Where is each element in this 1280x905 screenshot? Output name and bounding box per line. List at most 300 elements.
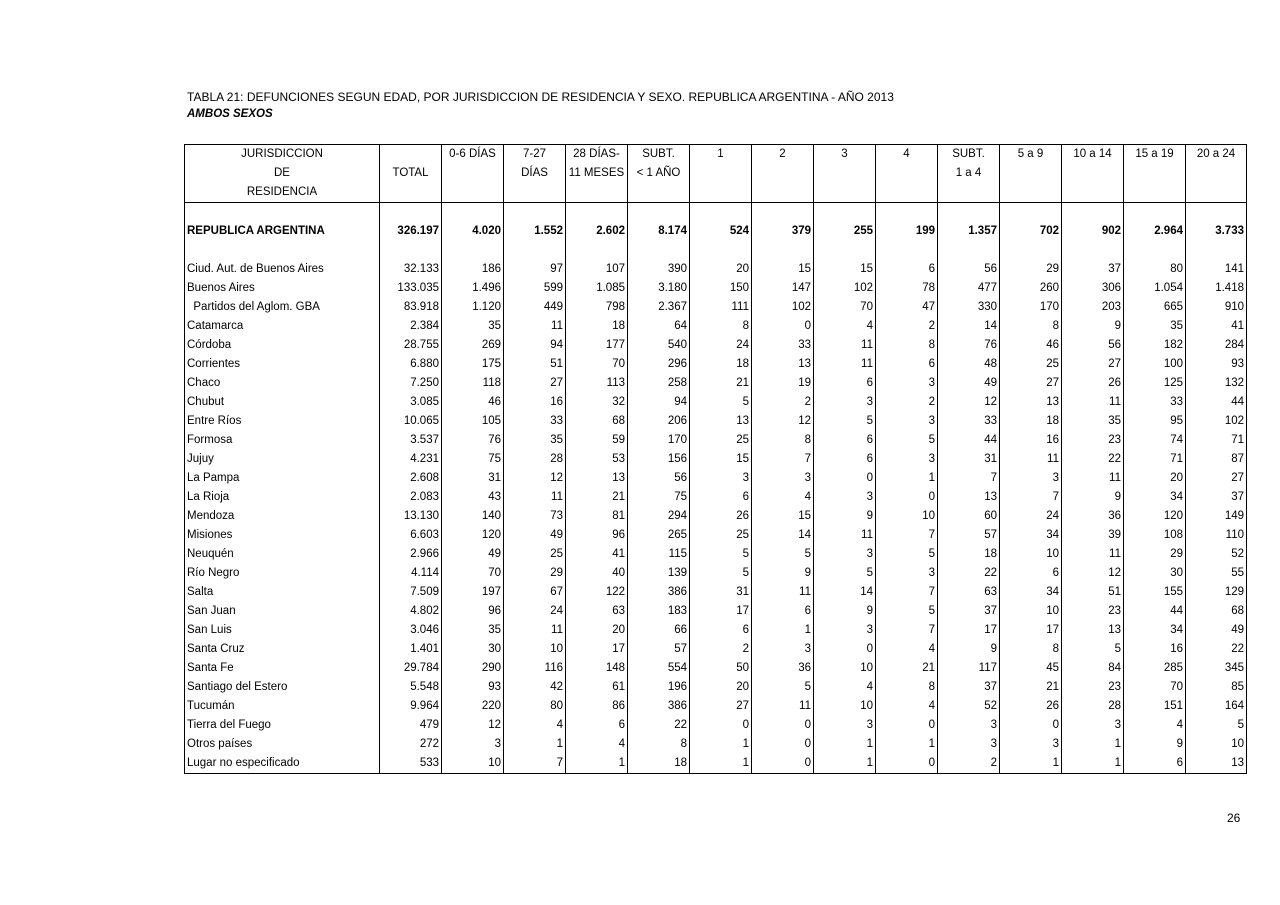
table-title: TABLA 21: DEFUNCIONES SEGUN EDAD, POR JURISDICCION DE RESIDENCIA Y SEXO. REPUBLICA ARGENTINA - AÑO 2013: [187, 90, 894, 104]
cell-value: 1.401: [380, 640, 442, 659]
cell-value: 24: [504, 602, 566, 621]
cell-value: 1.054: [1124, 279, 1186, 298]
cell-value: [690, 183, 752, 203]
cell-value: 97: [504, 260, 566, 279]
cell-value: 11: [814, 355, 876, 374]
cell-value: 7: [504, 754, 566, 774]
cell-value: 39: [1062, 526, 1124, 545]
cell-value: 4: [814, 317, 876, 336]
cell-value: 0: [752, 754, 814, 774]
cell-value: 4: [876, 640, 938, 659]
cell-value: 76: [938, 336, 1000, 355]
row-label: Formosa: [185, 431, 380, 450]
cell-value: 74: [1124, 431, 1186, 450]
table-row: [185, 374, 1247, 393]
cell-value: 96: [566, 526, 628, 545]
cell-value: 3: [814, 393, 876, 412]
cell-value: 12: [938, 393, 1000, 412]
table-row: [185, 545, 1247, 564]
cell-value: 85: [1186, 678, 1247, 697]
cell-value: 100: [1124, 355, 1186, 374]
table-row: [185, 317, 1247, 336]
cell-value: 28: [1062, 697, 1124, 716]
row-label: DE: [185, 164, 380, 183]
cell-value: 13: [690, 412, 752, 431]
cell-value: 6: [814, 450, 876, 469]
cell-value: 11: [814, 336, 876, 355]
cell-value: 3: [1000, 469, 1062, 488]
cell-value: 81: [566, 507, 628, 526]
cell-value: 1: [1062, 754, 1124, 774]
cell-value: 1.357: [938, 222, 1000, 241]
cell-value: 6: [690, 488, 752, 507]
row-label: Chaco: [185, 374, 380, 393]
cell-value: 798: [566, 298, 628, 317]
cell-value: 7: [876, 526, 938, 545]
cell-value: 34: [1000, 583, 1062, 602]
cell-value: 3.733: [1186, 222, 1247, 241]
table-row: [185, 507, 1247, 526]
cell-value: 524: [690, 222, 752, 241]
cell-value: 14: [752, 526, 814, 545]
table-row: [185, 393, 1247, 412]
cell-value: 12: [752, 412, 814, 431]
row-label: RESIDENCIA: [185, 183, 380, 203]
cell-value: 25: [690, 431, 752, 450]
spacer-cell: [185, 241, 380, 260]
cell-value: 17: [1000, 621, 1062, 640]
cell-value: 902: [1062, 222, 1124, 241]
cell-value: 83.918: [380, 298, 442, 317]
cell-value: 1: [690, 735, 752, 754]
cell-value: 35: [504, 431, 566, 450]
cell-value: 13: [752, 355, 814, 374]
cell-value: 70: [1124, 678, 1186, 697]
cell-value: 27: [690, 697, 752, 716]
row-label: Chubut: [185, 393, 380, 412]
cell-value: 29: [1000, 260, 1062, 279]
cell-value: 4.020: [442, 222, 504, 241]
cell-value: 64: [628, 317, 690, 336]
cell-value: 84: [1062, 659, 1124, 678]
cell-value: 52: [938, 697, 1000, 716]
cell-value: 4.114: [380, 564, 442, 583]
cell-value: 27: [1062, 355, 1124, 374]
cell-value: 386: [628, 697, 690, 716]
spacer-cell: [814, 241, 876, 260]
cell-value: 17: [566, 640, 628, 659]
cell-value: [752, 183, 814, 203]
row-label: Catamarca: [185, 317, 380, 336]
cell-value: 8: [628, 735, 690, 754]
row-label: Entre Ríos: [185, 412, 380, 431]
cell-value: 5: [690, 393, 752, 412]
cell-value: 1: [876, 469, 938, 488]
cell-value: 13: [566, 469, 628, 488]
cell-value: 108: [1124, 526, 1186, 545]
cell-value: 60: [938, 507, 1000, 526]
cell-value: 8: [1000, 640, 1062, 659]
spacer-cell: [1124, 203, 1186, 223]
cell-value: 10: [814, 659, 876, 678]
spacer-cell: [1062, 203, 1124, 223]
header-row: [185, 183, 1247, 203]
cell-value: 7.250: [380, 374, 442, 393]
cell-value: 155: [1124, 583, 1186, 602]
cell-value: 5: [752, 545, 814, 564]
cell-value: 0: [876, 488, 938, 507]
cell-value: [1186, 183, 1247, 203]
cell-value: 41: [566, 545, 628, 564]
table-row: [185, 450, 1247, 469]
cell-value: 35: [442, 317, 504, 336]
cell-value: 2: [752, 393, 814, 412]
cell-value: 4: [504, 716, 566, 735]
cell-value: 390: [628, 260, 690, 279]
cell-value: 80: [504, 697, 566, 716]
cell-value: 15: [814, 260, 876, 279]
spacer-cell: [1062, 241, 1124, 260]
cell-value: 5: [876, 431, 938, 450]
cell-value: 2: [752, 145, 814, 165]
cell-value: < 1 AÑO: [628, 164, 690, 183]
cell-value: 10: [876, 507, 938, 526]
cell-value: 49: [1186, 621, 1247, 640]
cell-value: 1: [504, 735, 566, 754]
cell-value: 3: [814, 145, 876, 165]
spacer-cell: [876, 241, 938, 260]
cell-value: 3: [814, 716, 876, 735]
spacer-cell: [566, 203, 628, 223]
cell-value: 151: [1124, 697, 1186, 716]
cell-value: 7.509: [380, 583, 442, 602]
cell-value: 2: [876, 393, 938, 412]
header-row: [185, 145, 1247, 165]
cell-value: 96: [442, 602, 504, 621]
cell-value: 33: [938, 412, 1000, 431]
cell-value: 0: [752, 735, 814, 754]
cell-value: 95: [1124, 412, 1186, 431]
cell-value: 26: [1000, 697, 1062, 716]
cell-value: 55: [1186, 564, 1247, 583]
cell-value: 11: [814, 526, 876, 545]
header-row: [185, 164, 1247, 183]
cell-value: 265: [628, 526, 690, 545]
cell-value: 6: [876, 355, 938, 374]
page-number: 26: [1227, 811, 1241, 825]
cell-value: 33: [504, 412, 566, 431]
cell-value: 13: [1186, 754, 1247, 774]
cell-value: [1000, 183, 1062, 203]
cell-value: 3: [938, 735, 1000, 754]
cell-value: 5 a 9: [1000, 145, 1062, 165]
cell-value: 203: [1062, 298, 1124, 317]
cell-value: 5: [876, 602, 938, 621]
cell-value: 1.496: [442, 279, 504, 298]
cell-value: 20: [1124, 469, 1186, 488]
cell-value: 5: [690, 564, 752, 583]
cell-value: [1000, 164, 1062, 183]
cell-value: 8: [1000, 317, 1062, 336]
cell-value: 35: [1124, 317, 1186, 336]
cell-value: 2.083: [380, 488, 442, 507]
cell-value: 16: [504, 393, 566, 412]
table-row: [185, 678, 1247, 697]
cell-value: 15: [690, 450, 752, 469]
cell-value: 25: [1000, 355, 1062, 374]
cell-value: 11: [1062, 469, 1124, 488]
cell-value: 10: [1000, 602, 1062, 621]
spacer-cell: [504, 241, 566, 260]
row-label: Lugar no especificado: [185, 754, 380, 774]
row-label: Tucumán: [185, 697, 380, 716]
spacer-cell: [185, 203, 380, 223]
cell-value: 21: [566, 488, 628, 507]
cell-value: 18: [566, 317, 628, 336]
cell-value: 110: [1186, 526, 1247, 545]
cell-value: 78: [876, 279, 938, 298]
cell-value: 10.065: [380, 412, 442, 431]
cell-value: 26: [1062, 374, 1124, 393]
cell-value: 36: [752, 659, 814, 678]
cell-value: 37: [938, 678, 1000, 697]
cell-value: 8: [690, 317, 752, 336]
spacer-cell: [814, 203, 876, 223]
cell-value: 4: [1124, 716, 1186, 735]
cell-value: 147: [752, 279, 814, 298]
cell-value: 43: [442, 488, 504, 507]
cell-value: 23: [1062, 431, 1124, 450]
cell-value: 102: [1186, 412, 1247, 431]
cell-value: 182: [1124, 336, 1186, 355]
cell-value: 70: [814, 298, 876, 317]
spacer-cell: [504, 203, 566, 223]
cell-value: 115: [628, 545, 690, 564]
cell-value: 29: [1124, 545, 1186, 564]
cell-value: 2.367: [628, 298, 690, 317]
cell-value: 554: [628, 659, 690, 678]
cell-value: 94: [628, 393, 690, 412]
cell-value: 11: [1000, 450, 1062, 469]
cell-value: 269: [442, 336, 504, 355]
cell-value: SUBT.: [628, 145, 690, 165]
cell-value: 7: [876, 621, 938, 640]
table-row: [185, 260, 1247, 279]
cell-value: 9: [1062, 317, 1124, 336]
cell-value: 12: [1062, 564, 1124, 583]
cell-value: 0: [876, 754, 938, 774]
cell-value: 13: [938, 488, 1000, 507]
table-row: [185, 469, 1247, 488]
cell-value: 540: [628, 336, 690, 355]
cell-value: [1062, 183, 1124, 203]
cell-value: 1: [1000, 754, 1062, 774]
cell-value: 599: [504, 279, 566, 298]
cell-value: 13: [1000, 393, 1062, 412]
cell-value: 86: [566, 697, 628, 716]
cell-value: 2.966: [380, 545, 442, 564]
cell-value: 6.603: [380, 526, 442, 545]
spacer-cell: [566, 241, 628, 260]
cell-value: 32: [566, 393, 628, 412]
cell-value: 12: [442, 716, 504, 735]
cell-value: 63: [938, 583, 1000, 602]
cell-value: 111: [690, 298, 752, 317]
cell-value: 18: [938, 545, 1000, 564]
cell-value: 68: [1186, 602, 1247, 621]
cell-value: 3: [814, 545, 876, 564]
spacer-cell: [380, 203, 442, 223]
cell-value: 105: [442, 412, 504, 431]
cell-value: 0: [876, 716, 938, 735]
spacer-cell: [752, 241, 814, 260]
table-subtitle: AMBOS SEXOS: [187, 108, 273, 120]
spacer-cell: [1186, 203, 1247, 223]
cell-value: 22: [938, 564, 1000, 583]
cell-value: 133.035: [380, 279, 442, 298]
table-row: [185, 697, 1247, 716]
cell-value: 0-6 DÍAS: [442, 145, 504, 165]
cell-value: 2.384: [380, 317, 442, 336]
cell-value: 23: [1062, 678, 1124, 697]
cell-value: 61: [566, 678, 628, 697]
cell-value: 11: [504, 488, 566, 507]
cell-value: 5.548: [380, 678, 442, 697]
cell-value: 9: [1124, 735, 1186, 754]
cell-value: [1186, 164, 1247, 183]
cell-value: 296: [628, 355, 690, 374]
cell-value: 11: [504, 621, 566, 640]
row-label: JURISDICCION: [185, 145, 380, 165]
cell-value: 330: [938, 298, 1000, 317]
cell-value: 326.197: [380, 222, 442, 241]
cell-value: 3: [1062, 716, 1124, 735]
cell-value: 175: [442, 355, 504, 374]
cell-value: 1: [876, 735, 938, 754]
row-label: Río Negro: [185, 564, 380, 583]
cell-value: 4.802: [380, 602, 442, 621]
cell-value: 8: [752, 431, 814, 450]
cell-value: 1.120: [442, 298, 504, 317]
spacer-cell: [938, 203, 1000, 223]
row-label: Santa Fe: [185, 659, 380, 678]
cell-value: 51: [1062, 583, 1124, 602]
table-row: [185, 735, 1247, 754]
cell-value: 16: [1000, 431, 1062, 450]
cell-value: 2.602: [566, 222, 628, 241]
cell-value: 11: [752, 697, 814, 716]
cell-value: 36: [1062, 507, 1124, 526]
cell-value: 0: [752, 716, 814, 735]
cell-value: 2: [938, 754, 1000, 774]
spacer-row: [185, 203, 1247, 223]
cell-value: 59: [566, 431, 628, 450]
cell-value: 21: [876, 659, 938, 678]
cell-value: 9: [814, 602, 876, 621]
cell-value: 7: [752, 450, 814, 469]
cell-value: 3.046: [380, 621, 442, 640]
table-row: [185, 754, 1247, 774]
cell-value: 6: [566, 716, 628, 735]
cell-value: 10: [814, 697, 876, 716]
spacer-cell: [690, 203, 752, 223]
cell-value: 1.552: [504, 222, 566, 241]
spacer-cell: [628, 241, 690, 260]
table-row: [185, 488, 1247, 507]
cell-value: 3: [752, 640, 814, 659]
cell-value: 15 a 19: [1124, 145, 1186, 165]
cell-value: 21: [690, 374, 752, 393]
cell-value: 8: [876, 336, 938, 355]
cell-value: 139: [628, 564, 690, 583]
spacer-cell: [752, 203, 814, 223]
cell-value: 379: [752, 222, 814, 241]
row-label: Buenos Aires: [185, 279, 380, 298]
cell-value: 63: [566, 602, 628, 621]
cell-value: 2: [876, 317, 938, 336]
cell-value: 51: [504, 355, 566, 374]
cell-value: [380, 145, 442, 165]
cell-value: 16: [1124, 640, 1186, 659]
cell-value: 31: [442, 469, 504, 488]
cell-value: 6: [1000, 564, 1062, 583]
cell-value: [938, 183, 1000, 203]
cell-value: TOTAL: [380, 164, 442, 183]
cell-value: 11: [752, 583, 814, 602]
table-row: [185, 355, 1247, 374]
cell-value: 118: [442, 374, 504, 393]
cell-value: 29: [504, 564, 566, 583]
cell-value: 18: [1000, 412, 1062, 431]
cell-value: 533: [380, 754, 442, 774]
row-label: San Luis: [185, 621, 380, 640]
cell-value: 3.085: [380, 393, 442, 412]
cell-value: 46: [1000, 336, 1062, 355]
cell-value: 27: [1000, 374, 1062, 393]
cell-value: 3: [876, 412, 938, 431]
cell-value: 31: [690, 583, 752, 602]
cell-value: 306: [1062, 279, 1124, 298]
cell-value: [566, 183, 628, 203]
cell-value: 25: [504, 545, 566, 564]
cell-value: 20: [690, 678, 752, 697]
cell-value: 56: [1062, 336, 1124, 355]
cell-value: 70: [566, 355, 628, 374]
cell-value: [442, 164, 504, 183]
cell-value: 56: [628, 469, 690, 488]
cell-value: 22: [1186, 640, 1247, 659]
row-label: Córdoba: [185, 336, 380, 355]
spacer-cell: [628, 203, 690, 223]
cell-value: 37: [1186, 488, 1247, 507]
cell-value: 14: [938, 317, 1000, 336]
cell-value: 186: [442, 260, 504, 279]
cell-value: 10: [504, 640, 566, 659]
table-row: [185, 716, 1247, 735]
cell-value: 107: [566, 260, 628, 279]
cell-value: 1: [814, 754, 876, 774]
row-label: La Pampa: [185, 469, 380, 488]
cell-value: 5: [1186, 716, 1247, 735]
cell-value: 34: [1124, 621, 1186, 640]
spacer-cell: [380, 241, 442, 260]
cell-value: 3: [876, 450, 938, 469]
cell-value: 1: [690, 145, 752, 165]
cell-value: [690, 164, 752, 183]
cell-value: [814, 164, 876, 183]
cell-value: 31: [938, 450, 1000, 469]
cell-value: 3: [442, 735, 504, 754]
